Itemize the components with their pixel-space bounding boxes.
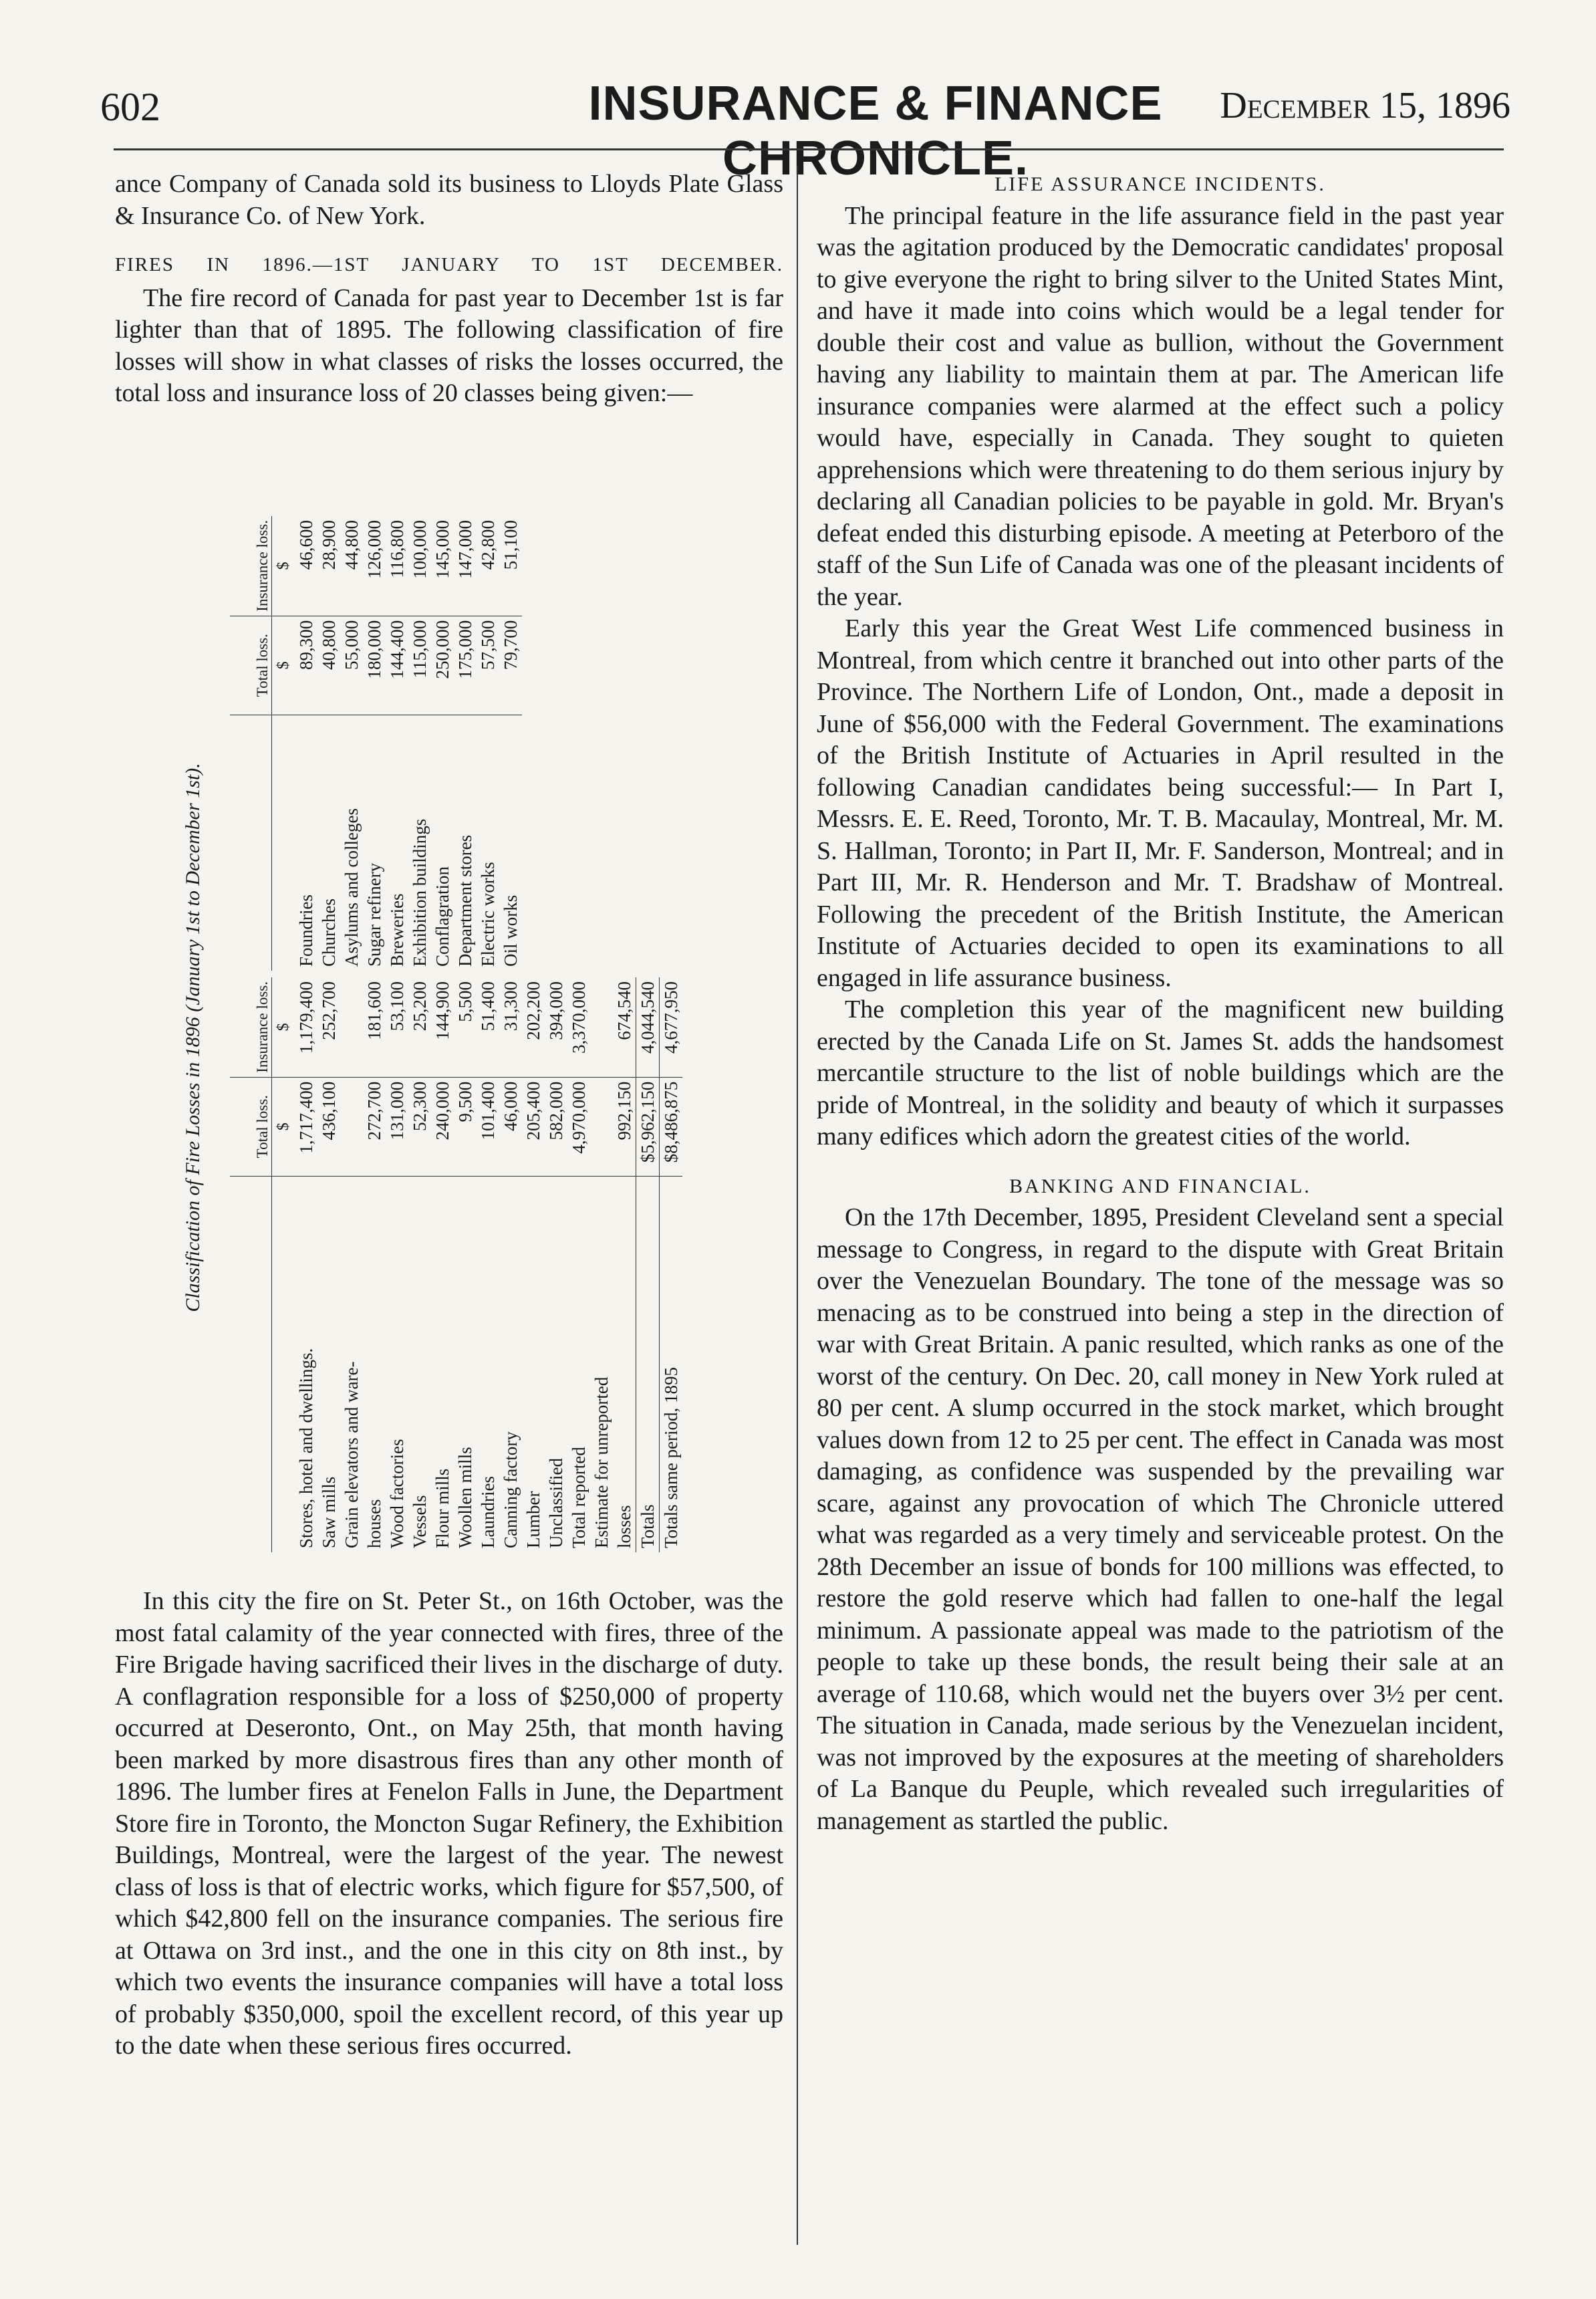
page-number: 602 — [100, 85, 160, 129]
total-loss-value: 250,000 — [431, 616, 454, 715]
total-loss-value — [340, 1077, 363, 1176]
row-label: Department stores — [455, 834, 475, 967]
row-label: Total reported — [569, 1447, 589, 1548]
insurance-loss-value: 44,800 — [340, 516, 363, 616]
total-loss-value: 40,800 — [317, 616, 340, 715]
closing-paragraph: In this city the fire on St. Peter St., on 16th October, was the most fatal calamity of the year connected with fires, three of the Fire Brigade having sacrificed their lives in the discharge of duty. A conflagration responsible for a loss of $250,000 of property occurred at Deseronto, Ont., on May 25th, that month having been marked by more disastrous fires than any other month of 1896. The lumber fires at Fenelon Falls in June, the Department Store fire in Toronto, the Moncton Sugar Refinery, the Exhibition Buildings, Montreal, were the largest of the year. The newest class of loss is that of electric works, which figure for $57,500, of which $42,800 fell on the insurance companies. The serious fire at Ottawa on 3rd inst., and the one in this city on 8th inst., by which two events the insurance companies will have a total loss of probably $350,000, spoil the excellent record, of this year up to the date when these serious fires occurred. — [115, 1587, 783, 2060]
insurance-loss-value: 100,000 — [408, 516, 431, 616]
insurance-loss-header: Insurance loss. — [230, 516, 272, 616]
table-row — [499, 516, 522, 971]
row-label: Saw mills — [319, 1476, 339, 1548]
fires-heading: FIRES IN 1896.—1ST JANUARY TO 1ST DECEMBER. — [115, 254, 783, 275]
insurance-loss-value: 25,200 — [408, 977, 431, 1077]
table-row — [363, 977, 386, 1552]
insurance-loss-value: 126,000 — [363, 516, 386, 616]
unit-symbol: $ — [272, 977, 295, 1077]
insurance-loss-value: 144,900 — [431, 977, 454, 1077]
row-label: Foundries — [296, 894, 316, 967]
prior-year-row — [660, 977, 683, 1552]
row-label: houses — [364, 1499, 384, 1548]
table-row — [567, 977, 590, 1552]
fire-loss-table-region — [115, 503, 783, 1572]
life-paragraph-1: The principal feature in the life assurance field in the past year was the agitation produced by the Democratic candidates' proposal to give everyone the right to bring silver to the United States Mint, and have it made into coins which would be a legal tender for double their cost and value as bullion, without the Government having any liability to maintain them at par. The American life insurance companies were alarmed at the effect such a policy would have, especially in Canada. They sought to quieten apprehensions which were threatening to do them serious injury by declaring all Canadian policies to be payable in gold. Mr. Bryan's defeat ended this disturbing episode. A meeting at Peterboro of the staff of the Sun Life of Canada was one of the pleasant incidents of the year. — [817, 201, 1504, 611]
total-loss-value: 4,970,000 — [567, 1077, 590, 1176]
row-label: Stores, hotel and dwellings. — [296, 1348, 316, 1548]
total-loss-value: 79,700 — [499, 616, 522, 715]
row-label: Unclassified — [546, 1458, 566, 1548]
table-row — [295, 516, 317, 971]
total-loss-value: 144,400 — [386, 616, 408, 715]
table-row — [431, 977, 454, 1552]
insurance-loss-value: 145,000 — [431, 516, 454, 616]
insurance-loss-value: 3,370,000 — [567, 977, 590, 1077]
table-row — [363, 516, 386, 971]
insurance-loss-value: 202,200 — [522, 977, 545, 1077]
unit-symbol: $ — [272, 516, 295, 616]
insurance-loss-value: 4,044,540 — [636, 977, 660, 1077]
unit-symbol: $ — [272, 1077, 295, 1176]
insurance-loss-value: 116,800 — [386, 516, 408, 616]
table-row — [408, 977, 431, 1552]
insurance-loss-value: 4,677,950 — [660, 977, 683, 1077]
total-loss-value: 55,000 — [340, 616, 363, 715]
life-assurance-heading: LIFE ASSURANCE INCIDENTS. — [994, 173, 1326, 195]
life-paragraph-2: Early this year the Great West Life commenced business in Montreal, from which centre it branched out into other parts of the Province. The Northern Life of London, Ont., made a deposit in June of $56,000 with the Federal Government. The examinations of the British Institute of Actuaries in April resulted in the following Canadian candidates being successful:— In Part I, Messrs. E. E. Reed, Toronto, Mr. T. B. Macaulay, Montreal, Mr. M. S. Hallman, Toronto; in Part II, Mr. F. Sanderson, Montreal; and in Part III, Mr. R. Henderson and Mr. T. Bradshaw of Montreal. Following the precedent of the British Institute, the American Institute of Actuaries decided to open its examinations to all engaged in life assurance business. — [817, 614, 1504, 992]
total-loss-value: 175,000 — [454, 616, 477, 715]
total-loss-value: 992,150 — [613, 1077, 636, 1176]
table-row — [477, 977, 499, 1552]
table-row — [340, 977, 363, 1552]
total-loss-value: $8,486,875 — [660, 1077, 683, 1176]
opening-paragraph: ance Company of Canada sold its business to Lloyds Plate Glass & Insurance Co. of New York. — [115, 170, 783, 230]
row-label: Breweries — [387, 893, 407, 967]
row-label: Lumber — [523, 1491, 543, 1548]
table-row — [590, 977, 613, 1552]
unit-row — [272, 977, 295, 1552]
row-label: losses — [614, 1505, 634, 1548]
total-loss-value: 9,500 — [454, 1077, 477, 1176]
table-row — [613, 977, 636, 1552]
header-rule — [114, 148, 1504, 150]
table-row — [386, 516, 408, 971]
total-loss-value: 46,000 — [499, 1077, 522, 1176]
insurance-loss-value: 147,000 — [454, 516, 477, 616]
unit-row — [272, 516, 295, 971]
total-loss-value: 582,000 — [545, 1077, 567, 1176]
total-loss-value: 240,000 — [431, 1077, 454, 1176]
life-paragraph-3: The completion this year of the magnificent new building erected by the Canada Life on St. James St. adds the handsomest mercantile structure to the list of noble buildings which are the pride of Montreal, in the solidity and beauty of which it surpasses many edifices which adorn the greatest cities of the world. — [817, 995, 1504, 1151]
total-loss-value: 101,400 — [477, 1077, 499, 1176]
totals-row — [636, 977, 660, 1552]
row-label: Flour mills — [432, 1468, 452, 1548]
total-loss-header: Total loss. — [230, 616, 272, 715]
insurance-loss-value: 46,600 — [295, 516, 317, 616]
left-column-lower — [115, 1586, 783, 2062]
row-label: Vessels — [410, 1495, 430, 1548]
table-row — [317, 516, 340, 971]
banking-heading: BANKING AND FINANCIAL. — [1009, 1175, 1311, 1197]
table-row — [431, 516, 454, 971]
table-row — [295, 977, 317, 1552]
total-loss-value — [590, 1077, 613, 1176]
row-label: Sugar refinery — [364, 862, 384, 967]
label-header — [230, 1176, 272, 1552]
insurance-loss-value: 181,600 — [363, 977, 386, 1077]
row-label: Estimate for unreported — [591, 1376, 612, 1548]
label-header — [230, 715, 272, 971]
row-label: Exhibition buildings — [410, 818, 430, 967]
column-divider — [797, 166, 798, 2245]
fire-loss-table — [182, 503, 716, 1572]
right-column — [817, 168, 1504, 1837]
table-row — [386, 977, 408, 1552]
insurance-loss-value — [590, 977, 613, 1077]
row-label: Canning factory — [501, 1431, 521, 1548]
row-label: Oil works — [501, 894, 521, 967]
row-label: Totals same period, 1895 — [660, 1176, 683, 1552]
table-part-a — [230, 977, 682, 1552]
row-label: Churches — [319, 898, 339, 967]
row-label: Laundries — [478, 1476, 498, 1548]
insurance-loss-value: 51,400 — [477, 977, 499, 1077]
row-label: Grain elevators and ware- — [342, 1361, 362, 1548]
table-row — [545, 977, 567, 1552]
insurance-loss-value: 674,540 — [613, 977, 636, 1077]
total-loss-value: 115,000 — [408, 616, 431, 715]
row-label: Wood factories — [387, 1439, 407, 1548]
table-row — [499, 977, 522, 1552]
table-row — [477, 516, 499, 971]
left-column — [115, 168, 783, 410]
total-loss-value: 1,717,400 — [295, 1077, 317, 1176]
table-row — [340, 516, 363, 971]
insurance-loss-value — [340, 977, 363, 1077]
total-loss-value: $5,962,150 — [636, 1077, 660, 1176]
unit-symbol: $ — [272, 616, 295, 715]
table-row — [454, 977, 477, 1552]
table-part-b — [230, 516, 522, 971]
total-loss-value: 57,500 — [477, 616, 499, 715]
insurance-loss-value: 42,800 — [477, 516, 499, 616]
total-loss-header: Total loss. — [230, 1077, 272, 1176]
insurance-loss-header: Insurance loss. — [230, 977, 272, 1077]
row-label: Electric works — [478, 862, 498, 967]
total-loss-value: 52,300 — [408, 1077, 431, 1176]
total-loss-value: 205,400 — [522, 1077, 545, 1176]
table-row — [317, 977, 340, 1552]
insurance-loss-value: 394,000 — [545, 977, 567, 1077]
total-loss-value: 436,100 — [317, 1077, 340, 1176]
insurance-loss-value: 1,179,400 — [295, 977, 317, 1077]
total-loss-value: 89,300 — [295, 616, 317, 715]
insurance-loss-value: 28,900 — [317, 516, 340, 616]
insurance-loss-value: 252,700 — [317, 977, 340, 1077]
row-label: Asylums and colleges — [342, 808, 362, 967]
issue-date: December 15, 1896 — [1220, 85, 1510, 126]
row-label: Conflagration — [432, 866, 452, 967]
banking-paragraph-1: On the 17th December, 1895, President Cleveland sent a special message to Congress, in regard to the dispute with Great Britain over the Venezuelan Boundary. The tone of the message was so menacing as to be construed into being a step in the direction of war with Great Britain. A panic resulted, which ranks as one of the worst of the century. On Dec. 20, call money in New York ruled at 80 per cent. A slump occurred in the stock market, which brought values down from 12 to 25 per cent. The effect in Canada was most damaging, as confidence was suspended by the prevailing war scare, against any provocation of which The Chronicle uttered what was regarded as a very timely and serviceable protest. On the 28th December an issue of bonds for 100 millions was effected, to restore the gold reserve which had fallen to one-half the legal minimum. A passionate appeal was made to the patriotism of the people to take up these bonds, the result being their sale at an average of 110.68, which would net the buyers over 3½ per cent. The situation in Canada, made serious by the Venezuelan incident, was not improved by the exposures at the meeting of shareholders of La Banque du Peuple, which revealed such irregularities of management as startled the public. — [817, 1203, 1504, 1835]
total-loss-value: 272,700 — [363, 1077, 386, 1176]
fires-intro-paragraph: The fire record of Canada for past year to December 1st is far lighter than that of 1895. The following classification of fire losses will show in what classes of risks the losses occurred, the total loss and insurance loss of 20 classes being given:— — [115, 283, 783, 407]
row-label: Totals — [636, 1176, 660, 1552]
publication-title: INSURANCE & FINANCE CHRONICLE. — [588, 77, 1163, 185]
table-row — [454, 516, 477, 971]
table-caption: Classification of Fire Losses in 1896 (January 1st to December 1st). — [182, 763, 204, 1312]
table-row — [408, 516, 431, 971]
total-loss-value: 131,000 — [386, 1077, 408, 1176]
insurance-loss-value: 31,300 — [499, 977, 522, 1077]
table-row — [522, 977, 545, 1552]
insurance-loss-value: 5,500 — [454, 977, 477, 1077]
insurance-loss-value: 53,100 — [386, 977, 408, 1077]
insurance-loss-value: 51,100 — [499, 516, 522, 616]
row-label: Woollen mills — [455, 1447, 475, 1548]
total-loss-value: 180,000 — [363, 616, 386, 715]
